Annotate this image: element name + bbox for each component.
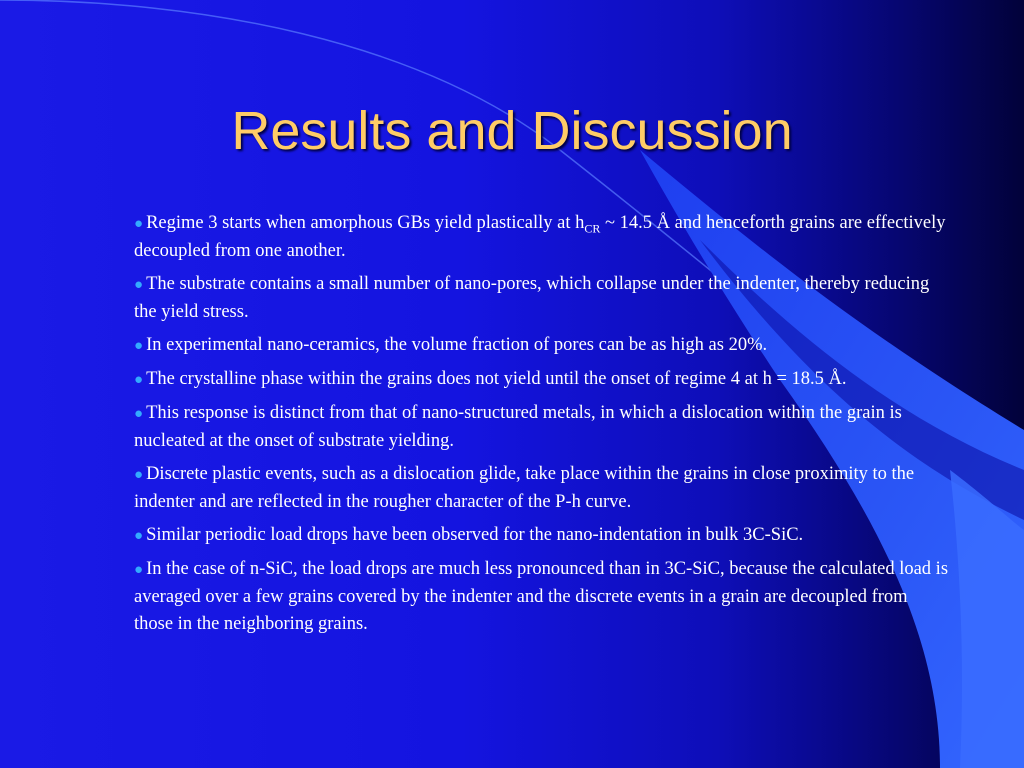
slide-title: Results and Discussion <box>231 101 793 161</box>
bullet-item <box>134 556 949 638</box>
bullet-item <box>134 210 949 265</box>
bullet-icon: ● <box>134 216 144 232</box>
bullet-item <box>134 332 949 360</box>
bullet-icon: ● <box>134 338 144 354</box>
bullet-text: ~ 14.5 Å and henceforth grains are effectively decoupled from one another. <box>134 213 946 261</box>
bullet-text: Similar periodic load drops have been observed for the nano-indentation in bulk 3C-SiC. <box>146 525 804 545</box>
bullet-icon: ● <box>134 467 144 483</box>
bullet-list <box>134 210 949 644</box>
bullet-text: Discrete plastic events, such as a dislocation glide, take place within the grains in close proximity to the indenter and are reflected in the rougher character of the P-h curve. <box>134 464 915 512</box>
bullet-icon: ● <box>134 528 144 544</box>
bullet-text: In the case of n-SiC, the load drops are much less pronounced than in 3C-SiC, because the calculated load is averaged over a few grains covered by the indenter and the discrete events in a grain are decoupled from those in the neighboring grains. <box>134 559 949 634</box>
bullet-item <box>134 522 949 550</box>
bullet-text: This response is distinct from that of nano-structured metals, in which a dislocation within the grain is nucleated at the onset of substrate yielding. <box>134 403 902 451</box>
bullet-item <box>134 366 949 394</box>
bullet-icon: ● <box>134 277 144 293</box>
bullet-icon: ● <box>134 372 144 388</box>
subscript-text: CR <box>584 221 601 236</box>
bullet-text: The substrate contains a small number of nano-pores, which collapse under the indenter, thereby reducing the yield stress. <box>134 274 930 322</box>
bullet-icon: ● <box>134 562 144 578</box>
bullet-item <box>134 271 949 326</box>
bullet-item <box>134 461 949 516</box>
bullet-icon: ● <box>134 406 144 422</box>
bullet-text: The crystalline phase within the grains does not yield until the onset of regime 4 at h = 18.5 Å. <box>146 369 847 389</box>
bullet-item <box>134 400 949 455</box>
bullet-text: In experimental nano-ceramics, the volume fraction of pores can be as high as 20%. <box>146 335 768 355</box>
bullet-text: Regime 3 starts when amorphous GBs yield plastically at h <box>146 213 585 233</box>
